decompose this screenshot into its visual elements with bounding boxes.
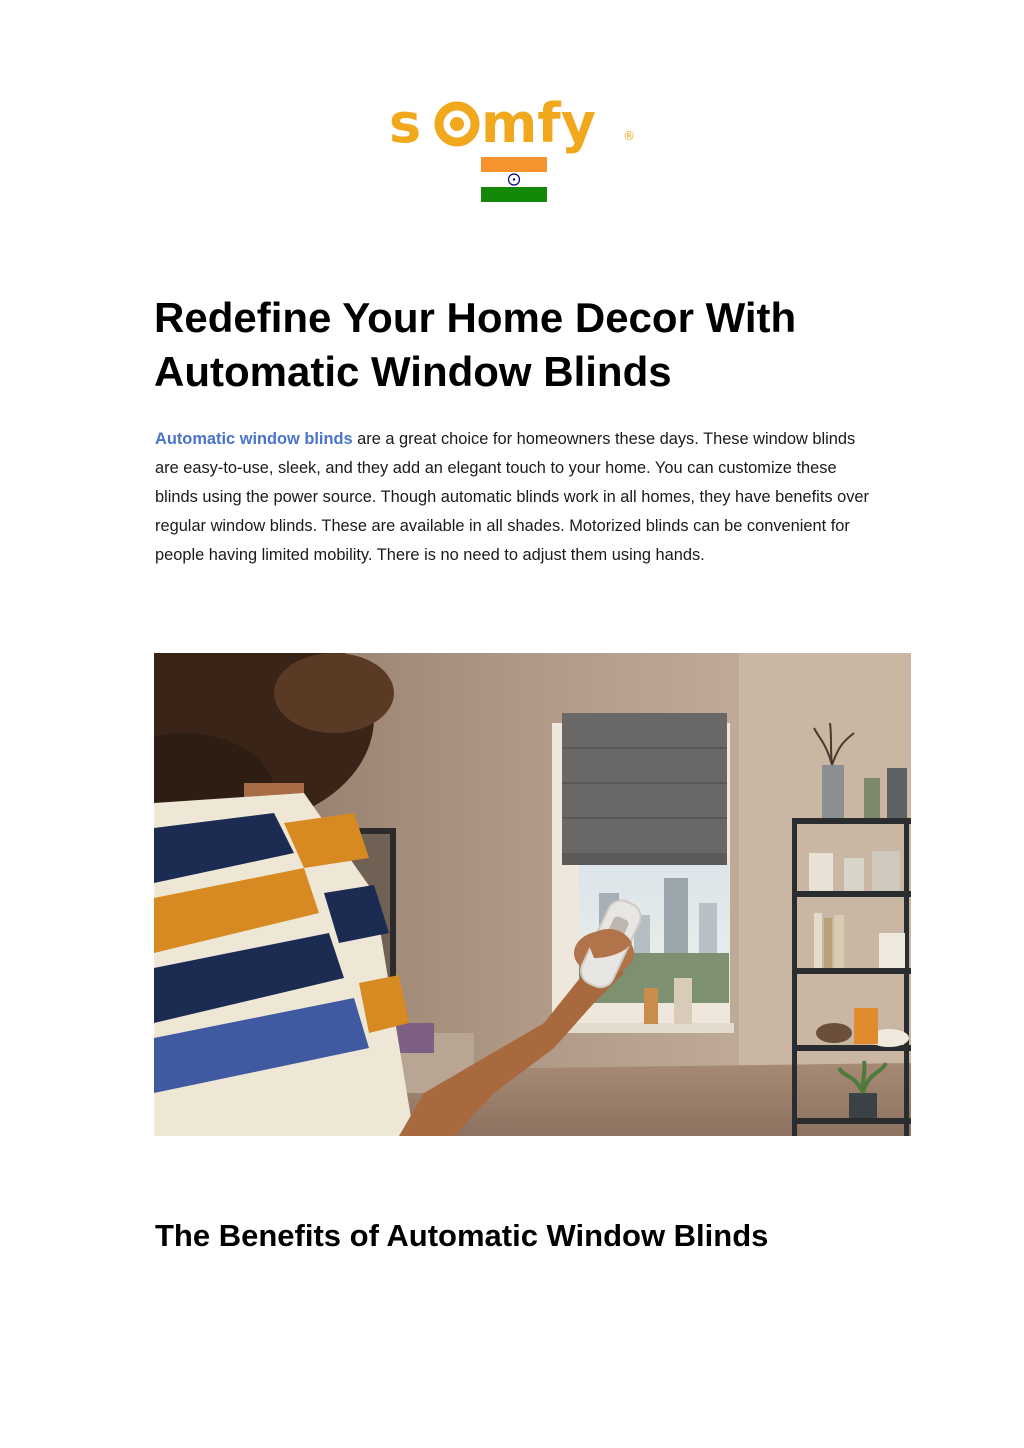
somfy-logo [389,92,639,156]
hero-photo-illustration [154,653,911,1136]
automatic-window-blinds-link[interactable]: Automatic window blinds [155,430,353,448]
intro-paragraph [155,425,875,570]
logo-o-dot [450,117,464,131]
somfy-logo-graphic [389,92,639,156]
india-flag-icon [481,157,547,202]
logo-registered-mark: ® [623,129,635,143]
hero-photo [154,653,911,1136]
logo-letter-s: s [389,92,422,155]
logo-letters-mfy: mfy [481,92,596,155]
benefits-section-heading: The Benefits of Automatic Window Blinds [155,1218,769,1253]
intro-body-text: are a great choice for homeowners these days. These window blinds are easy-to-use, sleek, and they add an elegant touch to your home. You can customize these blinds using the power source. Though automatic blinds work in all homes, they have benefits over regular window blinds. These are available in all shades. Motorized blinds can be convenient for people having limited mobility. There is no need to adjust them using hands. [155,430,870,564]
page-title: Redefine Your Home Decor With Automatic Window Blinds [154,294,797,395]
